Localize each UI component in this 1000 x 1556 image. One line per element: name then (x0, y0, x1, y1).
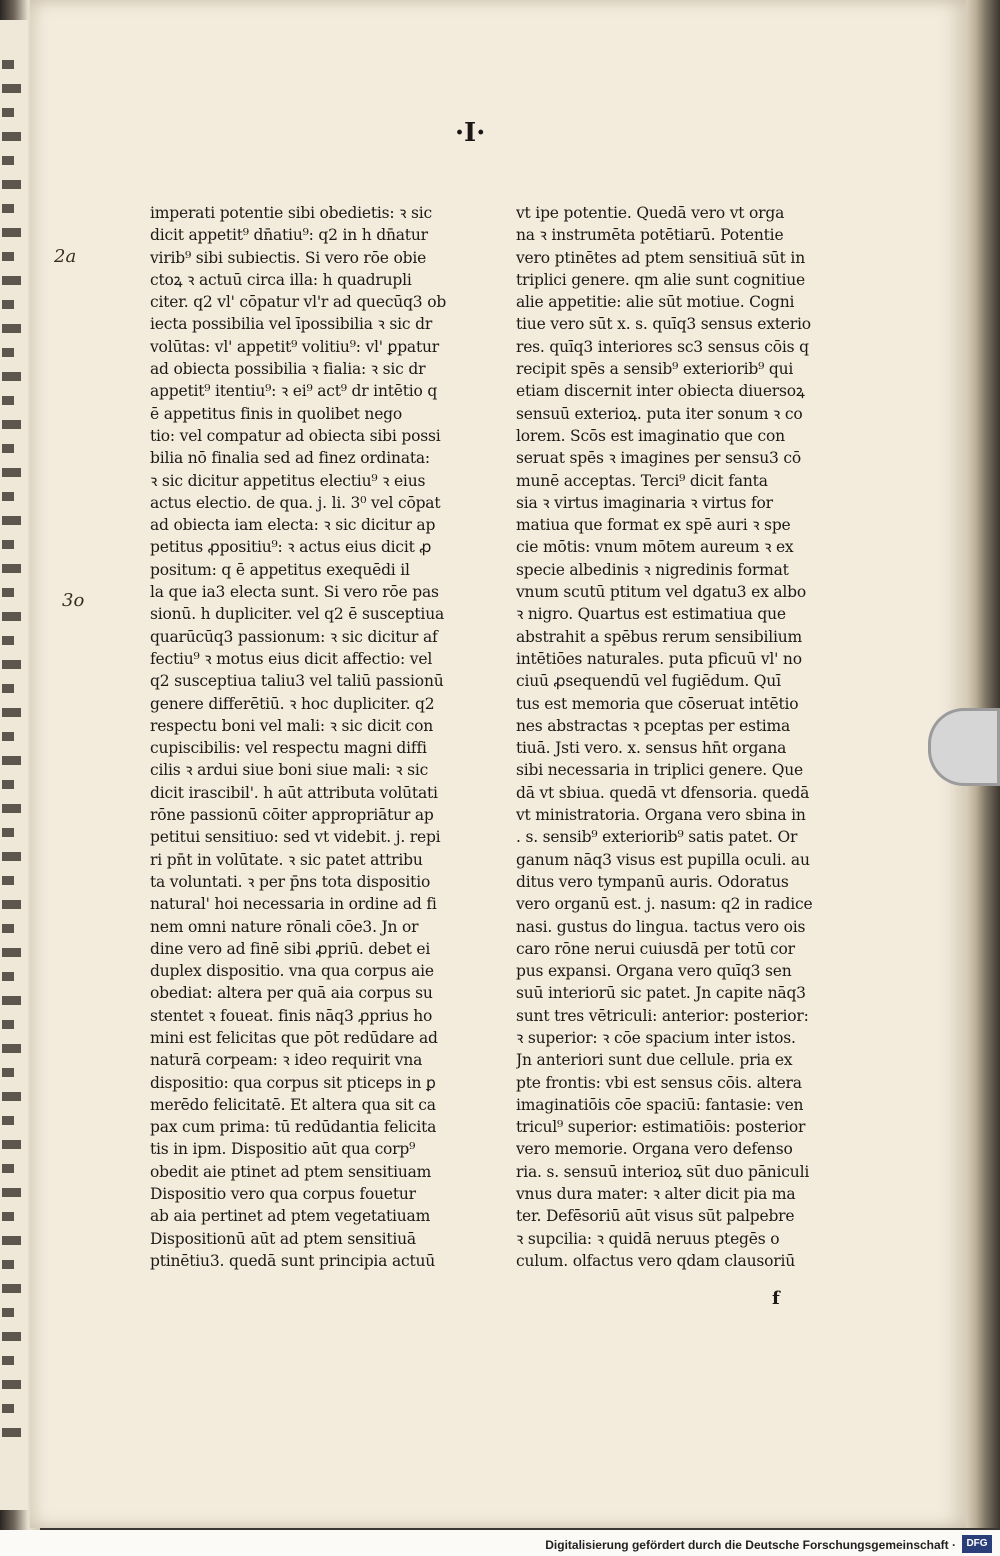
facing-page-text-fragment (2, 516, 21, 525)
text-line: citer. q2 vl' cōpatur vl'r ad quecūq3 ob (150, 293, 447, 312)
facing-page-text-fragment (2, 84, 21, 93)
text-line: ꝛ superior: ꝛ cōe spacium inter istos. (516, 1028, 796, 1047)
text-line: nes abstractas ꝛ pceptas per estima (516, 716, 791, 735)
facing-page-text-fragment (2, 612, 21, 621)
text-column-left (150, 202, 450, 1272)
funding-credit: Digitalisierung gefördert durch die Deutsche Forschungsgemeinschaft · (545, 1538, 956, 1552)
facing-page-text-fragment (2, 108, 14, 117)
facing-page-text-fragment (2, 852, 21, 861)
text-line: suū interiorū sic patet. Jn capite nāq3 (516, 984, 806, 1003)
facing-page-text-fragment (2, 732, 14, 741)
facing-page-text-fragment (2, 324, 21, 333)
text-line: ciuū ꝓsequendū vel fugiēdum. Quī (516, 672, 781, 691)
text-line: munē acceptas. Terci⁹ dicit fanta (516, 471, 768, 490)
text-line: vero memorie. Organa vero defenso (516, 1140, 793, 1159)
facing-page-text-fragment (2, 1236, 21, 1245)
text-line: respectu boni vel mali: ꝛ sic dicit con (150, 716, 434, 735)
text-line: iecta possibilia vel īpossibilia ꝛ sic dr (150, 315, 433, 334)
text-line: vero ptinētes ad ptem sensitiuā sūt in (516, 248, 805, 267)
text-line: tricul⁹ superior: estimatiōis: posterior (516, 1118, 806, 1137)
text-line: Jn anteriori sunt due cellule. pria ex (516, 1051, 793, 1070)
facing-page-text-fragment (2, 1332, 21, 1341)
text-line: volūtas: vl' appetit⁹ volitiu⁹: vl' ꝑpatur (150, 337, 439, 356)
text-line: dispositio: qua corpus sit pticeps in ꝑ (150, 1073, 436, 1092)
facing-page-text-fragment (2, 828, 14, 837)
text-line: culum. olfactus vero qdam clausoriū (516, 1251, 796, 1270)
text-line: sunt tres vētriculi: anterior: posterior: (516, 1006, 809, 1025)
text-line: nem omni nature rōnali cōe3. Jn or (150, 917, 419, 936)
text-line: obedit aie ptinet ad ptem sensitiuam (150, 1162, 432, 1181)
facing-page-text-fragment (2, 1092, 21, 1101)
facing-page-text-fragment (2, 1428, 21, 1437)
facing-page-text-fragment (2, 420, 21, 429)
text-line: sensuū exterioꝝ. puta iter sonum ꝛ co (516, 404, 803, 423)
text-line: na ꝛ instrumēta potētiarū. Potentie (516, 226, 784, 245)
facing-page-text-fragment (2, 348, 14, 357)
text-line: ter. Defēsoriū aūt visus sūt palpebre (516, 1207, 795, 1226)
facing-page-strip (0, 20, 28, 1510)
facing-page-text-fragment (2, 996, 21, 1005)
text-line: fectiu⁹ ꝛ motus eius dicit affectio: vel (150, 649, 433, 668)
text-line: appetit⁹ itentiu⁹: ꝛ ei⁹ act⁹ dr intētio q (150, 382, 438, 401)
text-line: mini est felicitas que pōt redūdare ad (150, 1028, 438, 1047)
text-line: sia ꝛ virtus imaginaria ꝛ virtus for (516, 493, 773, 512)
facing-page-text-fragment (2, 300, 14, 309)
facing-page-text-fragment (2, 900, 21, 909)
text-line: caro rōne nerui cuiusdā per totū cor (516, 939, 795, 958)
facing-page-text-fragment (2, 276, 21, 285)
facing-page-text-fragment (2, 540, 14, 549)
text-line: alie appetitie: alie sūt motiue. Cogni (516, 293, 795, 312)
text-line: vnus dura mater: ꝛ alter dicit pia ma (516, 1185, 796, 1204)
text-line: genere differētiū. ꝛ hoc dupliciter. q2 (150, 694, 435, 713)
text-line: seruat spēs ꝛ imagines per sensu3 cō (516, 449, 802, 468)
facing-page-text-fragment (2, 1404, 14, 1413)
text-line: ē appetitus finis in quolibet nego (150, 404, 403, 423)
text-line: rōne passionū cōiter appropriātur ap (150, 806, 434, 825)
text-line: imperati potentie sibi obedietis: ꝛ sic (150, 204, 432, 222)
text-line: ganum nāq3 visus est pupilla oculi. au (516, 850, 810, 869)
facing-page-text-fragment (2, 1356, 14, 1365)
text-line: quarūcūq3 passionum: ꝛ sic dicitur af (150, 627, 438, 646)
text-line: petitus ꝓpositiu⁹: ꝛ actus eius dicit ꝓ (150, 538, 432, 557)
facing-page-text-fragment (2, 1044, 21, 1053)
facing-page-text-fragment (2, 972, 14, 981)
text-line: sibi necessaria in triplici genere. Que (516, 761, 804, 780)
facing-page-text-fragment (2, 1308, 14, 1317)
text-line: ad obiecta possibilia ꝛ fialia: ꝛ sic dr (150, 360, 426, 379)
facing-page-text-fragment (2, 1140, 21, 1149)
text-line: recipit spēs a sensib⁹ exteriorib⁹ qui (516, 360, 794, 379)
facing-page-text-fragment (2, 468, 21, 477)
text-line: ꝛ nigro. Quartus est estimatiua que (516, 605, 786, 624)
facing-page-text-fragment (2, 180, 21, 189)
facing-page-text-fragment (2, 660, 21, 669)
text-line: intētiōes naturales. puta pficuū vl' no (516, 649, 802, 668)
facing-page-text-fragment (2, 1260, 14, 1269)
facing-page-text-fragment (2, 60, 14, 69)
text-line: pte frontis: vbi est sensus cōis. altera (516, 1073, 802, 1092)
facing-page-text-fragment (2, 1116, 14, 1125)
facing-page-text-fragment (2, 708, 21, 717)
footer-bar (0, 1530, 1000, 1556)
text-line: sionū. h dupliciter. vel q2 ē susceptiua (150, 605, 445, 624)
text-line: cupiscibilis: vel respectu magni diffi (150, 739, 427, 758)
text-line: naturā corpeam: ꝛ ideo requirit vna (150, 1051, 423, 1070)
facing-page-text-fragment (2, 444, 14, 453)
facing-page-text-fragment (2, 780, 14, 789)
facing-page-text-fragment (2, 372, 21, 381)
facing-page-text-fragment (2, 156, 14, 165)
facing-page-text-fragment (2, 228, 21, 237)
text-line: vero organū est. j. nasum: q2 in radice (516, 895, 813, 914)
text-column-right (516, 202, 816, 1272)
text-line: tio: vel compatur ad obiecta sibi possi (150, 426, 441, 445)
text-line: dicit irascibil'. h aūt attributa volūtati (150, 783, 438, 802)
text-line: ꝛ supcilia: ꝛ quidā neruus ptegēs o (516, 1229, 780, 1248)
facing-page-text-fragment (2, 1020, 14, 1029)
page-clip (928, 708, 1000, 786)
text-line: ditus vero tympanū auris. Odoratus (516, 872, 789, 891)
text-line: ri pn̄t in volūtate. ꝛ sic patet attribu (150, 850, 423, 869)
text-line: abstrahit a spēbus rerum sensibilium (516, 627, 802, 646)
margin-note-1: 2a (54, 246, 77, 267)
text-line: cilis ꝛ ardui siue boni siue mali: ꝛ sic (150, 761, 429, 780)
text-line: Dispositio vero qua corpus fouetur (150, 1185, 416, 1204)
text-line: virib⁹ sibi subiectis. Si vero rōe obie (150, 248, 427, 267)
facing-page-text-fragment (2, 1164, 14, 1173)
facing-page-text-fragment (2, 204, 14, 213)
facing-page-text-fragment (2, 684, 14, 693)
facing-page-text-fragment (2, 252, 14, 261)
facing-page-text-fragment (2, 492, 14, 501)
margin-note-2: 3o (62, 590, 85, 611)
text-line: ad obiecta iam electa: ꝛ sic dicitur ap (150, 516, 436, 535)
text-line: triplici genere. qm alie sunt cognitiue (516, 270, 805, 289)
text-line: ctoꝝ ꝛ actuū circa illa: h quadrupli (150, 270, 412, 289)
text-line: imaginatiōis cōe spaciū: fantasie: ven (516, 1095, 804, 1114)
text-line: nasi. gustus do lingua. tactus vero ois (516, 917, 806, 936)
facing-page-text-fragment (2, 564, 21, 573)
facing-page-text-fragment (2, 756, 21, 765)
facing-page-text-fragment (2, 588, 14, 597)
text-line: q2 susceptiua taliu3 vel taliū passionū (150, 672, 444, 691)
text-line: pus expansi. Organa vero quīq3 sen (516, 962, 792, 981)
page-folio: ·I· (455, 118, 486, 148)
text-line: dā vt sbiua. quedā vt dfensoria. quedā (516, 783, 810, 802)
facing-page-text-fragment (2, 876, 14, 885)
text-line: ꝛ sic dicitur appetitus electiu⁹ ꝛ eius (150, 471, 426, 490)
text-line: merēdo felicitatē. Et altera qua sit ca (150, 1095, 436, 1114)
dfg-logo: DFG (962, 1535, 992, 1553)
facing-page-text-fragment (2, 948, 21, 957)
text-line: vt ipe potentie. Quedā vero vt orga (516, 204, 785, 222)
text-line: positum: q ē appetitus exequēdi il (150, 560, 410, 579)
text-line: res. quīq3 interiores sc3 sensus cōis q (516, 337, 809, 356)
facing-page-text-fragment (2, 132, 21, 141)
text-line: etiam discernit inter obiecta diuersoꝝ (516, 382, 805, 401)
text-line: obediat: altera per quā aia corpus su (150, 984, 433, 1003)
text-line: ta voluntati. ꝛ per p̄ns tota dispositio (150, 872, 431, 891)
text-line: ria. s. sensuū interioꝝ sūt duo pāniculi (516, 1162, 810, 1181)
catchword: f (772, 1288, 780, 1309)
text-line: vt ministratoria. Organa vero sbina in (516, 806, 806, 825)
text-line: vnum scutū ptitum vel dgatu3 ex albo (516, 583, 807, 602)
text-line: stentet ꝛ foueat. finis nāq3 ꝓprius ho (150, 1006, 433, 1025)
text-line: ptinētiu3. quedā sunt principia actuū (150, 1251, 436, 1270)
text-line: . s. sensib⁹ exteriorib⁹ satis patet. Or (516, 828, 798, 847)
text-line: tus est memoria que cōseruat intētio (516, 694, 799, 713)
text-line: pax cum prima: tū redūdantia felicita (150, 1118, 437, 1137)
text-line: la que ia3 electa sunt. Si vero rōe pas (150, 583, 439, 602)
text-line: tiuā. Jsti vero. x. sensus hn̄t organa (516, 739, 787, 758)
text-line: bilia nō finalia sed ad finez ordinata: (150, 449, 430, 468)
text-line: dine vero ad finē sibi ꝓpriū. debet ei (150, 939, 431, 958)
text-line: matiua que format ex spē auri ꝛ spe (516, 516, 791, 535)
text-line: petitui sensitiuo: sed vt videbit. j. repi (150, 828, 441, 847)
text-line: natural' hoi necessaria in ordine ad fi (150, 895, 437, 914)
facing-page-text-fragment (2, 1068, 14, 1077)
text-line: tiue vero sūt x. s. quīq3 sensus exterio (516, 315, 811, 334)
facing-page-text-fragment (2, 636, 14, 645)
book-page (30, 0, 966, 1528)
text-line: duplex dispositio. vna qua corpus aie (150, 962, 434, 981)
text-line: Dispositionū aūt ad ptem sensitiuā (150, 1229, 416, 1248)
text-line: actus electio. de qua. j. li. 3⁰ vel cōpat (150, 493, 441, 512)
facing-page-text-fragment (2, 804, 21, 813)
facing-page-text-fragment (2, 396, 14, 405)
facing-page-text-fragment (2, 1188, 21, 1197)
text-line: dicit appetit⁹ dn̄atiu⁹: q2 in h dn̄atur (150, 226, 428, 245)
text-line: cie mōtis: vnum mōtem aureum ꝛ ex (516, 538, 794, 557)
facing-page-text-fragment (2, 924, 14, 933)
text-line: specie albedinis ꝛ nigredinis format (516, 560, 789, 579)
facing-page-text-fragment (2, 1380, 21, 1389)
text-line: tis in ipm. Dispositio aūt qua corp⁹ (150, 1140, 416, 1159)
text-line: lorem. Scōs est imaginatio que con (516, 426, 785, 445)
text-line: ab aia pertinet ad ptem vegetatiuam (150, 1207, 431, 1226)
facing-page-text-fragment (2, 1284, 21, 1293)
facing-page-text-fragment (2, 1212, 14, 1221)
